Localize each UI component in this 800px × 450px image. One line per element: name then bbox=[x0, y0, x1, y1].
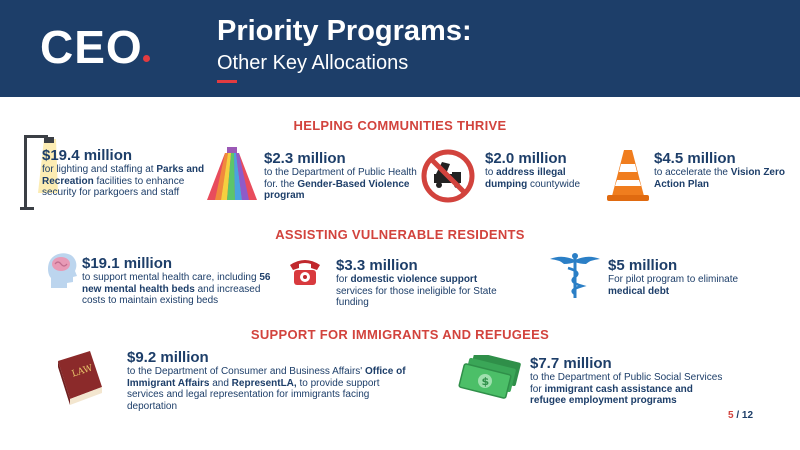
svg-text:$: $ bbox=[481, 375, 490, 388]
desc-cash: to the Department of Public Social Services for immigrant cash assistance and refugee employment programs bbox=[530, 372, 723, 406]
section-heading-communities: HELPING COMMUNITIES THRIVE bbox=[293, 118, 507, 133]
section-heading-vulnerable: ASSISTING VULNERABLE RESIDENTS bbox=[275, 227, 525, 242]
ceo-logo: CEO bbox=[40, 21, 143, 73]
desc-gbv: to the Department of Public Health for. the Gender-Based Violence program bbox=[264, 167, 417, 201]
telephone-icon bbox=[287, 255, 323, 287]
page-number bbox=[728, 410, 753, 421]
page-title: Priority Programs: bbox=[217, 15, 472, 47]
header-banner bbox=[0, 0, 800, 97]
amount-dv: $3.3 million bbox=[336, 257, 418, 274]
logo-dot bbox=[143, 55, 150, 62]
caduceus-icon bbox=[548, 250, 602, 300]
law-book-icon bbox=[50, 347, 108, 407]
amount-parks: $19.4 million bbox=[42, 147, 133, 164]
item-parks bbox=[42, 147, 210, 199]
title-underline bbox=[217, 80, 237, 83]
page-current: 5 bbox=[728, 410, 734, 421]
desc-vision: to accelerate the Vision Zero Action Plan bbox=[654, 167, 785, 190]
page-subtitle: Other Key Allocations bbox=[217, 52, 409, 74]
item-debt bbox=[608, 257, 758, 297]
section-heading-immigrants: SUPPORT FOR IMMIGRANTS AND REFUGEES bbox=[250, 327, 550, 342]
desc-dumping: to address illegal dumping countywide bbox=[485, 167, 581, 190]
item-dumping bbox=[485, 150, 610, 190]
desc-mental: to support mental health care, including 56 new mental health beds and increased costs to maintain existing beds bbox=[82, 272, 271, 306]
amount-mental: $19.1 million bbox=[82, 255, 173, 272]
item-cash bbox=[530, 355, 730, 407]
rainbow-ribbon-icon bbox=[205, 145, 259, 203]
amount-debt: $5 million bbox=[608, 257, 678, 274]
item-gbv bbox=[264, 150, 424, 202]
item-mental bbox=[82, 255, 272, 307]
item-immigrant bbox=[127, 349, 412, 412]
traffic-cone-icon bbox=[606, 148, 650, 204]
desc-immigrant: to the Department of Consumer and Business Affairs' Office of Immigrant Affairs and RepresentLA, to provide support services and legal representation for immigrants facing deportation bbox=[127, 366, 406, 412]
no-dumping-icon bbox=[420, 148, 476, 204]
item-vision bbox=[654, 150, 794, 190]
cash-icon bbox=[457, 355, 523, 401]
desc-dv: for domestic violence support services for those ineligible for State funding bbox=[336, 274, 497, 308]
amount-dumping: $2.0 million bbox=[485, 150, 567, 167]
item-dv bbox=[336, 257, 516, 309]
desc-parks: for lighting and staffing at Parks and Recreation facilities to enhance security for parkgoers and staff bbox=[42, 164, 205, 198]
amount-vision: $4.5 million bbox=[654, 150, 736, 167]
amount-gbv: $2.3 million bbox=[264, 150, 346, 167]
amount-cash: $7.7 million bbox=[530, 355, 612, 372]
page-total: / 12 bbox=[736, 410, 754, 421]
amount-immigrant: $9.2 million bbox=[127, 349, 209, 366]
law-book-label: LAW bbox=[70, 363, 95, 380]
brain-head-icon bbox=[45, 250, 79, 290]
desc-debt: For pilot program to eliminate medical debt bbox=[608, 274, 739, 297]
